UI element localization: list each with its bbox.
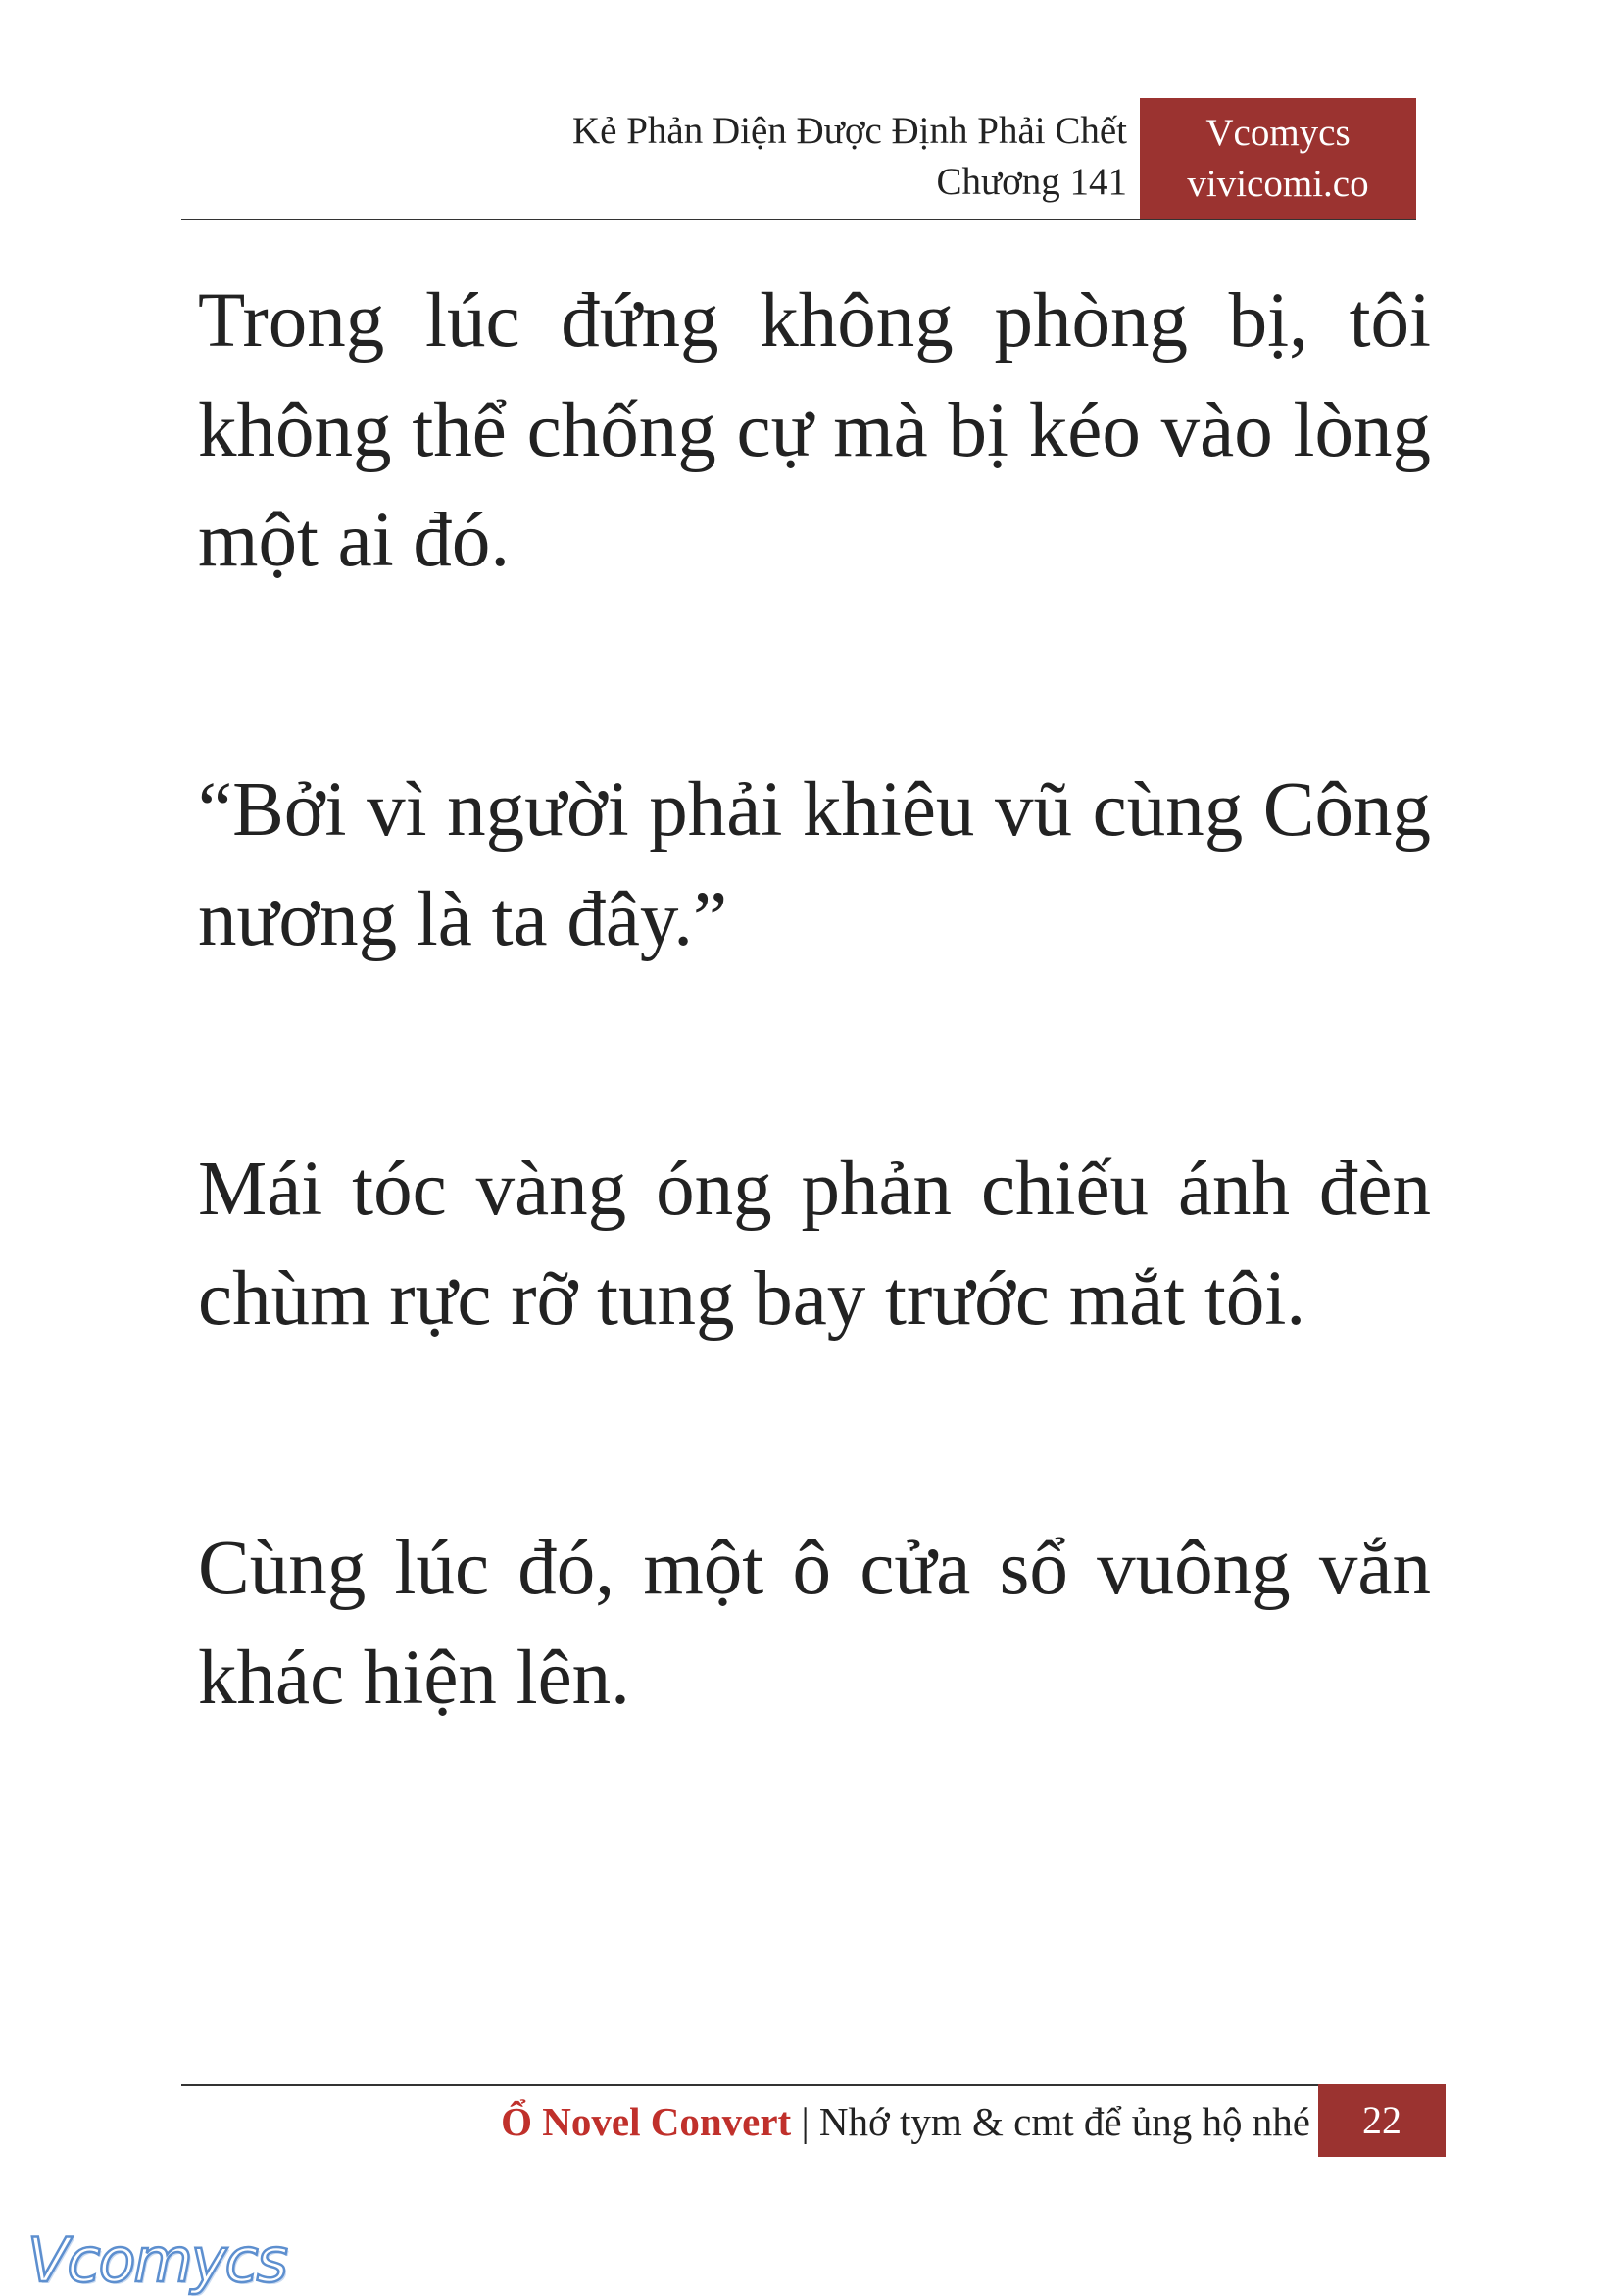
- header-divider: [181, 219, 1416, 220]
- paragraph-2: “Bởi vì người phải khiêu vũ cùng Công nương là ta đây.”: [198, 767, 1431, 962]
- paragraph-4: Cùng lúc đó, một ô cửa sổ vuông vắn khác hiện lên.: [198, 1526, 1431, 1721]
- footer-brand: Ổ Novel Convert: [501, 2099, 792, 2144]
- chapter-label: Chương 141: [936, 161, 1127, 203]
- paragraph-3: Mái tóc vàng óng phản chiếu ánh đèn chùm rực rỡ tung bay trước mắt tôi.: [198, 1147, 1431, 1342]
- footer-message: Nhớ tym & cmt để ủng hộ nhé: [818, 2099, 1310, 2144]
- brand-site: vivicomi.co: [1187, 163, 1369, 205]
- page-number: 22: [1318, 2084, 1446, 2157]
- footer-note: [501, 2092, 1310, 2151]
- running-header: [294, 106, 1127, 208]
- header-brand-box: [1140, 98, 1416, 220]
- footer-divider: [181, 2084, 1318, 2086]
- book-title: Kẻ Phản Diện Được Định Phải Chết: [571, 110, 1127, 152]
- brand-name: Vcomycs: [1205, 112, 1351, 154]
- paragraph-1: Trong lúc đứng không phòng bị, tôi không thể chống cự mà bị kéo vào lòng một ai đó.: [198, 278, 1431, 583]
- chapter-body: [198, 267, 1431, 1893]
- footer-separator: |: [801, 2099, 810, 2144]
- watermark-logo: Vcomycs: [27, 2224, 286, 2296]
